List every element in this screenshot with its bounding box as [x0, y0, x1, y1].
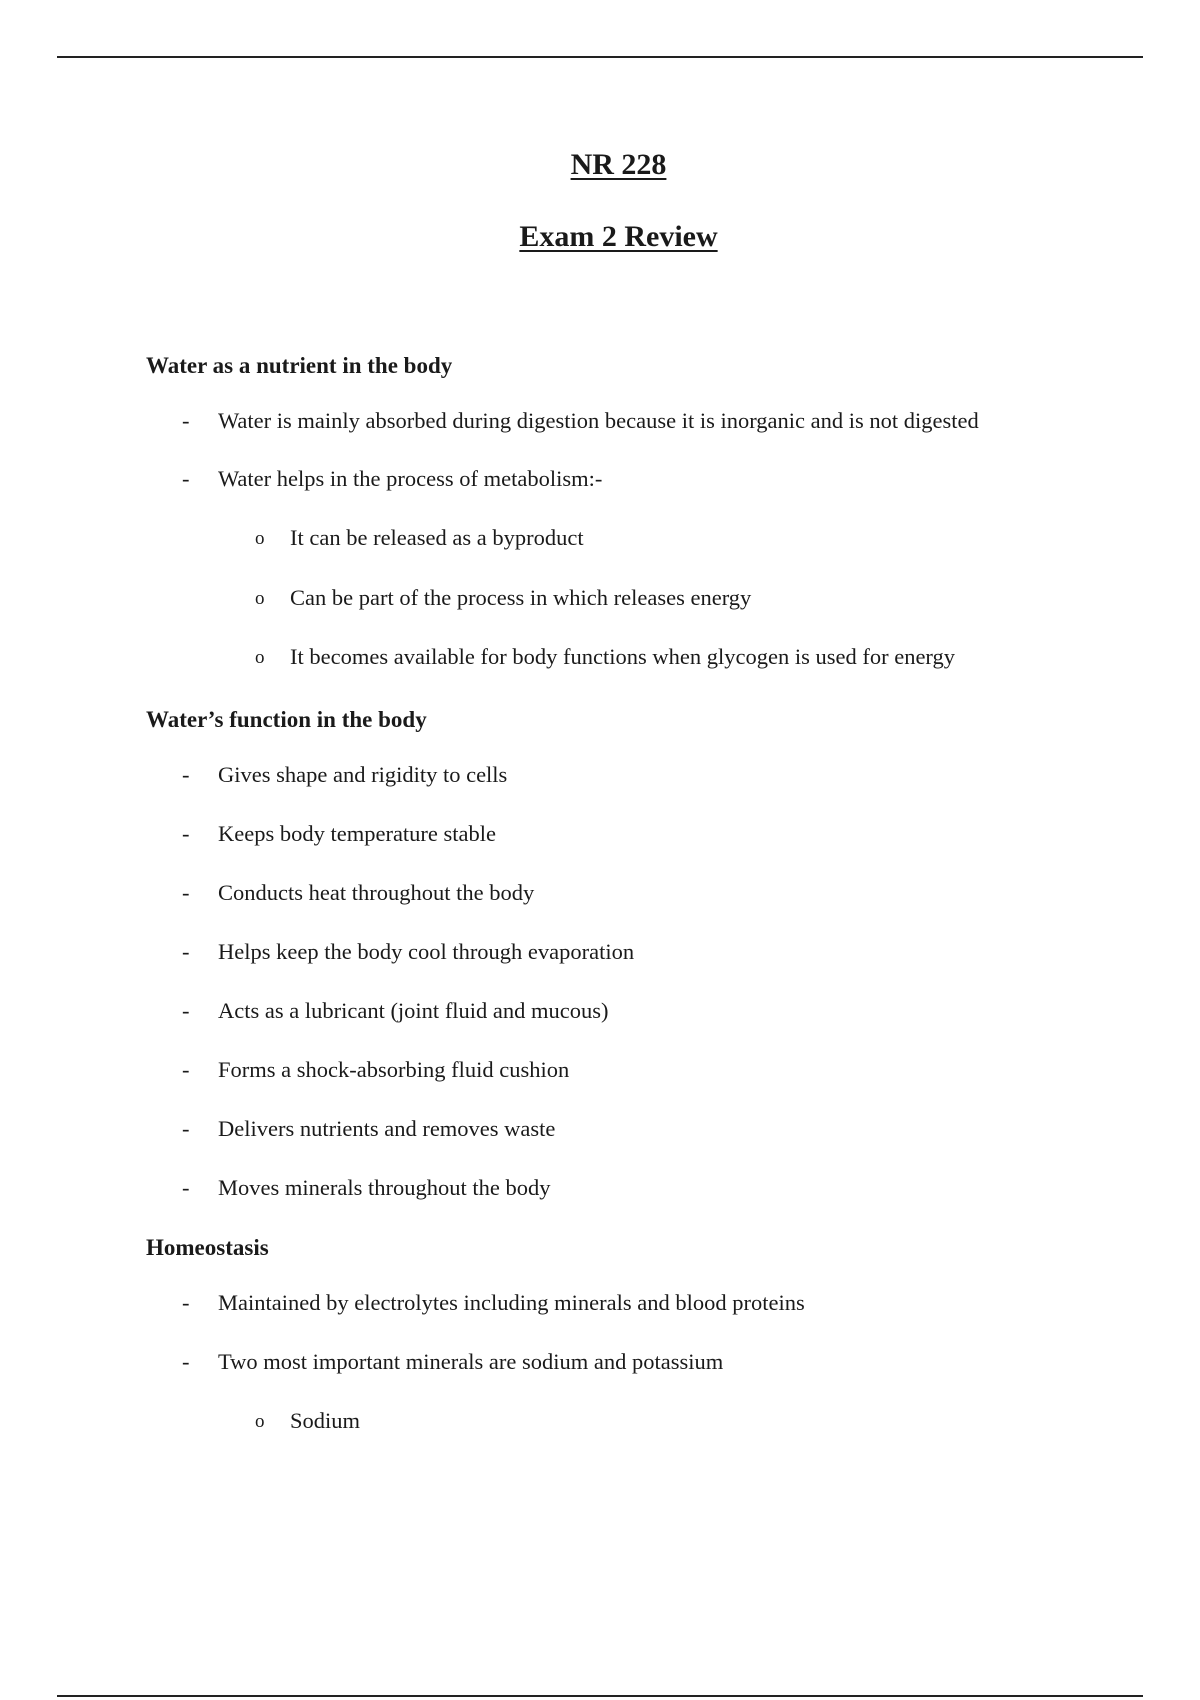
sub-list-item [255, 525, 584, 550]
circle-bullet: o [255, 1411, 265, 1432]
dash-bullet: - [182, 1116, 190, 1141]
list-item-text: Two most important minerals are sodium and potassium [218, 1349, 724, 1374]
sub-list-item [255, 585, 752, 610]
sub-list-item [255, 1408, 361, 1433]
list-item-text: Conducts heat throughout the body [218, 880, 535, 905]
dash-bullet: - [182, 466, 190, 491]
dash-bullet: - [182, 408, 190, 433]
list-item-text: Gives shape and rigidity to cells [218, 762, 508, 787]
dash-bullet: - [182, 762, 190, 787]
dash-bullet: - [182, 821, 190, 846]
dash-bullet: - [182, 998, 190, 1023]
dash-bullet: - [182, 1349, 190, 1374]
list-item-text: It becomes available for body functions when glycogen is used for energy [290, 644, 956, 669]
document-title: Exam 2 Review [519, 220, 718, 253]
course-title: NR 228 [570, 148, 667, 181]
list-item-text: Water is mainly absorbed during digestion because it is inorganic and is not digested [218, 408, 979, 433]
top-rule [57, 56, 1143, 58]
list-item [182, 762, 508, 787]
list-item [182, 821, 497, 846]
sub-list-item [255, 644, 956, 669]
list-item [182, 939, 635, 964]
list-item-text: Keeps body temperature stable [218, 821, 497, 846]
list-item-text: Can be part of the process in which releases energy [290, 585, 752, 610]
list-item-text: Acts as a lubricant (joint fluid and mucous) [218, 998, 609, 1023]
section-heading-water-nutrient: Water as a nutrient in the body [146, 353, 453, 378]
list-item [182, 998, 609, 1023]
section-heading-water-function: Water’s function in the body [146, 707, 427, 732]
list-item-text: Maintained by electrolytes including minerals and blood proteins [218, 1290, 805, 1315]
list-item-text: Water helps in the process of metabolism:- [218, 466, 603, 491]
list-item [182, 880, 535, 905]
circle-bullet: o [255, 528, 265, 549]
list-item [182, 1175, 551, 1200]
list-item-text: Moves minerals throughout the body [218, 1175, 551, 1200]
circle-bullet: o [255, 647, 265, 668]
list-item-text: Delivers nutrients and removes waste [218, 1116, 556, 1141]
dash-bullet: - [182, 1175, 190, 1200]
dash-bullet: - [182, 880, 190, 905]
list-item [182, 1057, 570, 1082]
list-item-text: Sodium [290, 1408, 361, 1433]
dash-bullet: - [182, 1057, 190, 1082]
list-item-text: Forms a shock-absorbing fluid cushion [218, 1057, 570, 1082]
circle-bullet: o [255, 588, 265, 609]
section-heading-homeostasis: Homeostasis [146, 1235, 269, 1260]
list-item [182, 1349, 724, 1374]
dash-bullet: - [182, 939, 190, 964]
list-item-text: It can be released as a byproduct [290, 525, 584, 550]
list-item [182, 1290, 805, 1315]
list-item [182, 466, 603, 491]
bottom-rule [57, 1695, 1143, 1697]
dash-bullet: - [182, 1290, 190, 1315]
list-item [182, 1116, 556, 1141]
list-item-text: Helps keep the body cool through evaporation [218, 939, 635, 964]
list-item [182, 408, 979, 433]
